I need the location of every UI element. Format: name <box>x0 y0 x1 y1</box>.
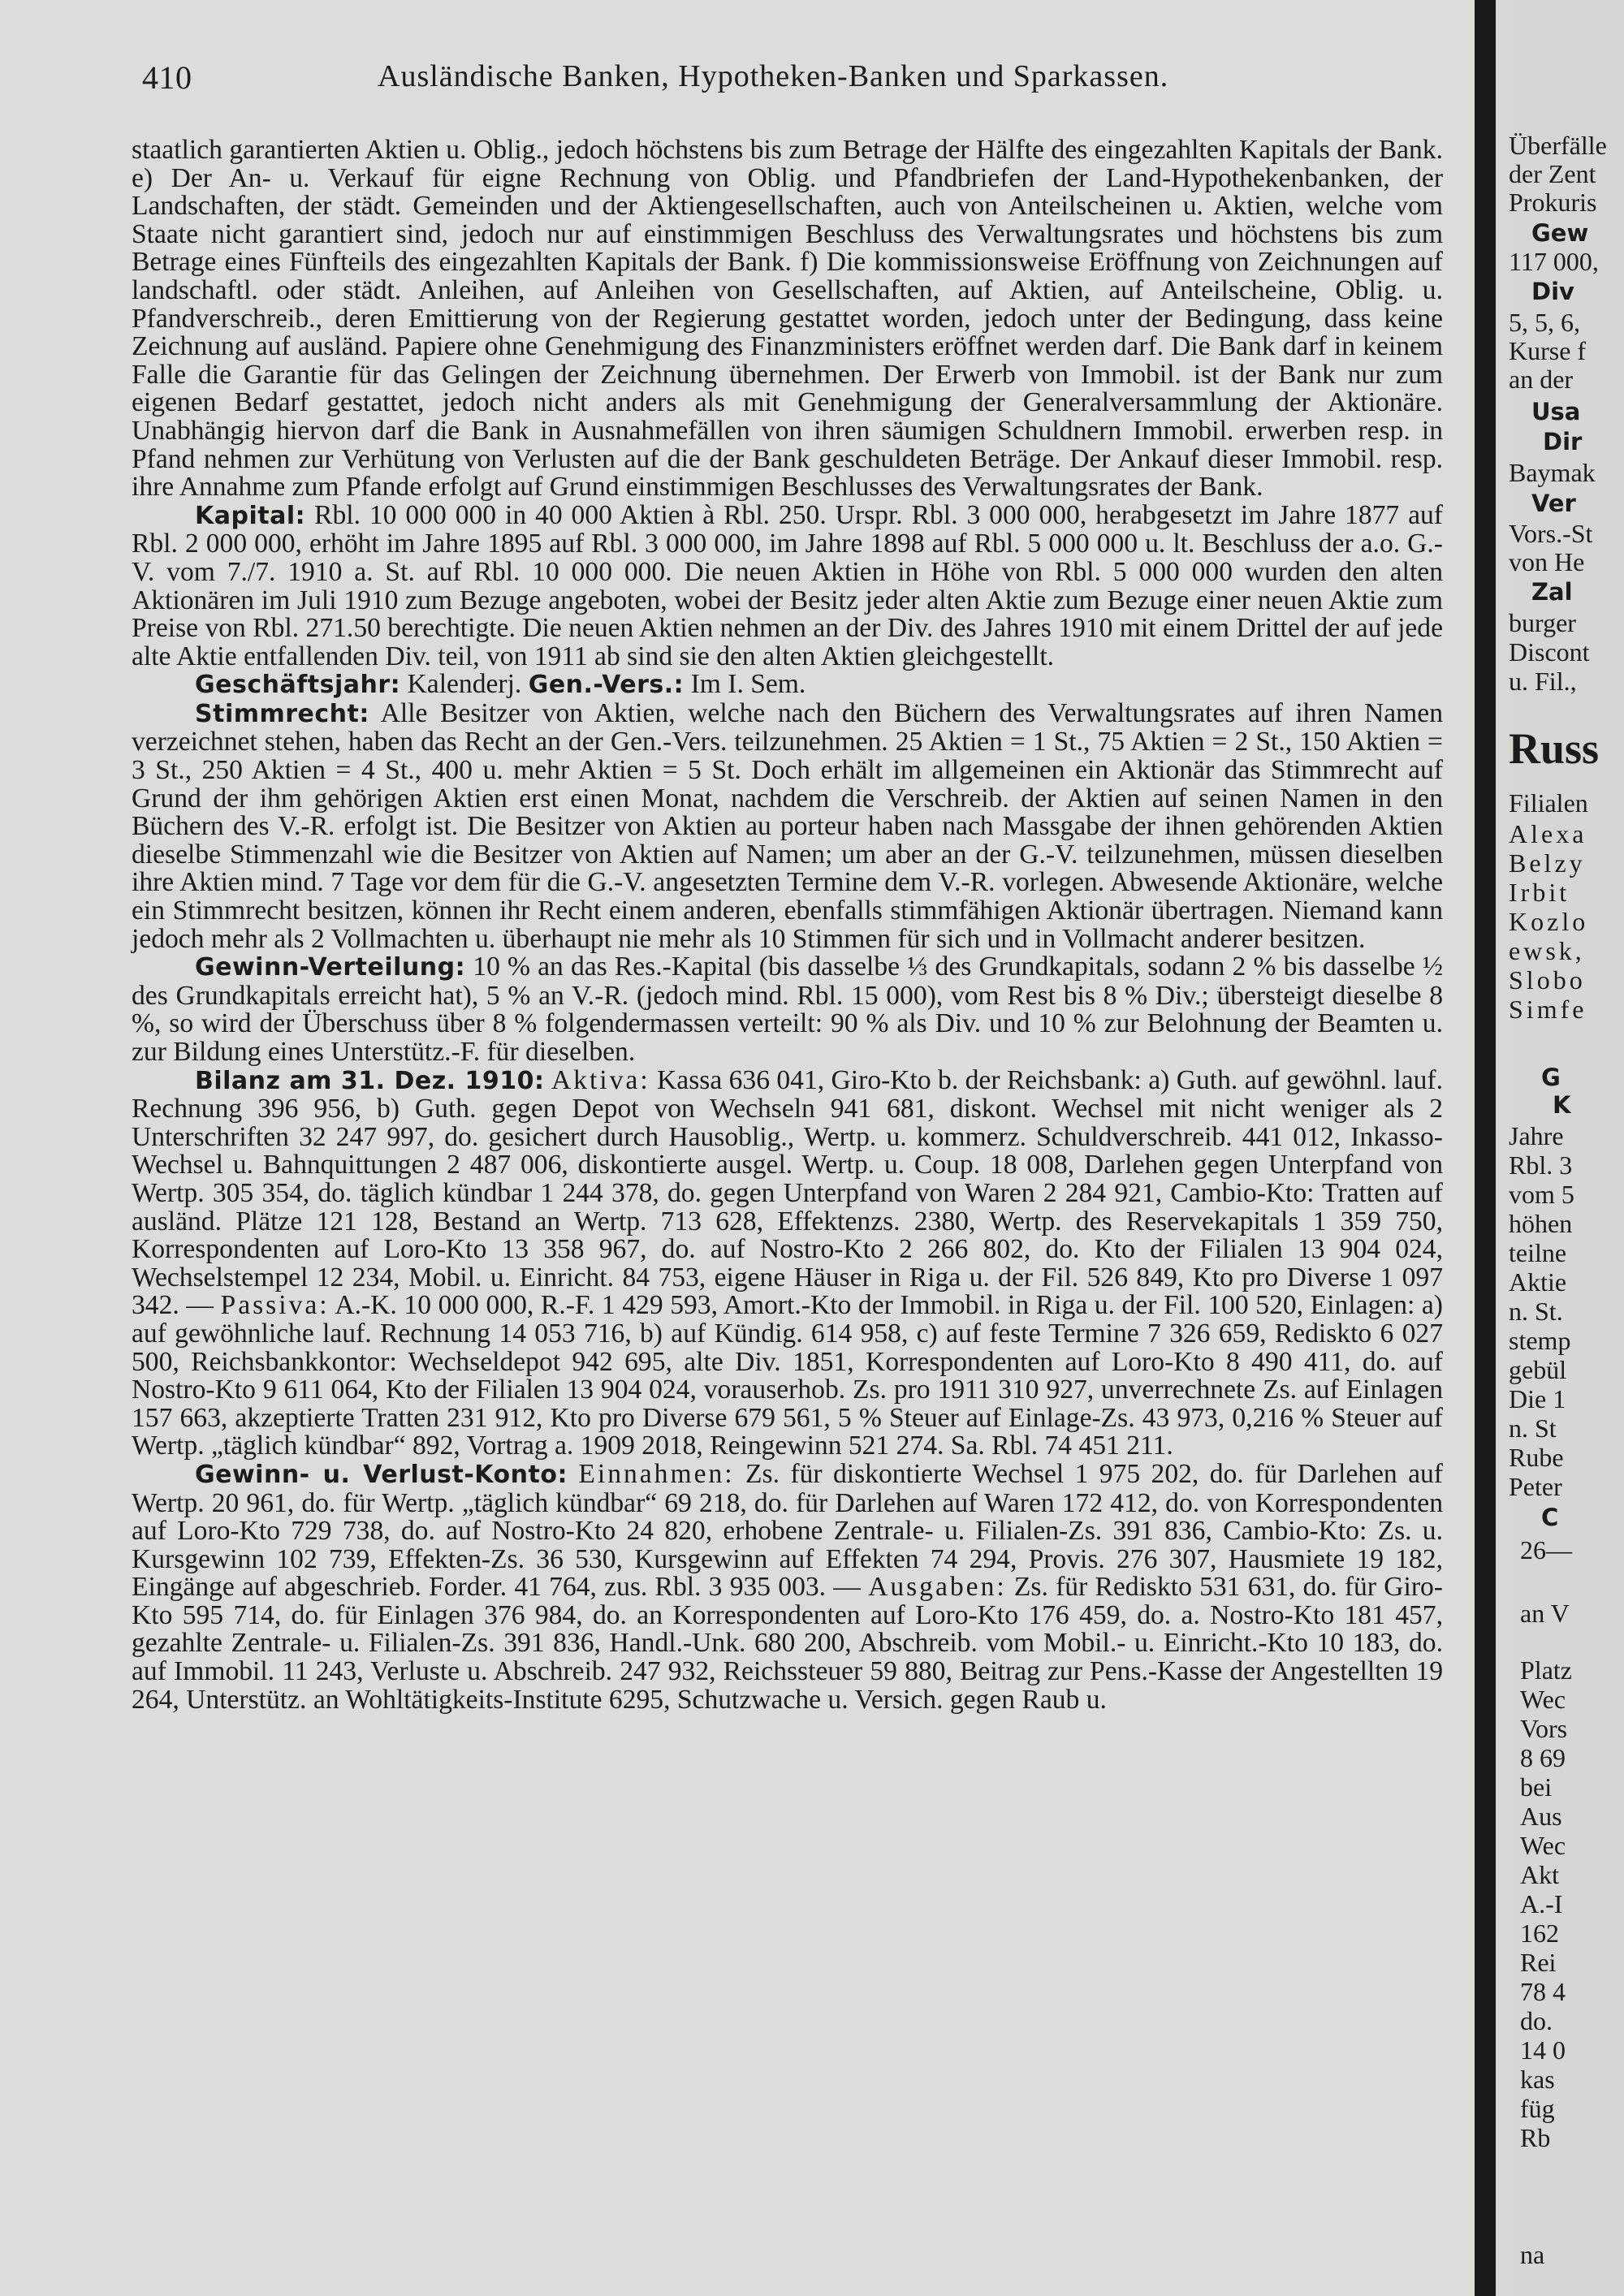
subheading: Aktiva: <box>551 1064 650 1095</box>
fragment-line: K <box>1553 1091 1571 1119</box>
paragraph-text: Kalenderj. <box>400 669 529 700</box>
fragment-line: C <box>1541 1504 1559 1531</box>
section-heading: Geschäftsjahr: <box>195 671 401 700</box>
fragment-line: 26— <box>1520 1535 1572 1564</box>
paragraph-text: staatlich garantierten Aktien u. Oblig., jedoch höchstens bis zum Betrage der Hälfte des eingezahlten Kapitals der Bank. e) Der An- u. Verkauf für eigne Rechnung von Oblig. und Pfandbriefen der Land-Hypothekenbanken, der Landschaften, der städt. Gemeinden und der Aktiengesellschaften, auch von Anteilscheinen u. Aktien, welche vom Staate nicht garantiert sind, jedoch nur auf einstimmigen Beschluss des Verwaltungsrates und höchstens bis zum Betrage eines Fünfteils des eingezahlten Kapitals der Bank. f) Die kommissionsweise Eröffnung von Zeichnungen auf landschaftl. oder städt. Anleihen, auf Anleihen von Gesellschaften, auf Aktien, auf Anteilscheine, Oblig. u. Pfandverschreib., deren Emittierung von der Regierung gestattet worden, jedoch unter der Bedingung, dass keine Zeichnung auf ausländ. Papiere ohne Genehmigung des Finanzministers eröffnet werden darf. Die Bank darf in keinem Falle die Garantie für das Gelingen der Zeichnung übernehmen. Der Erwerb von Immobil. ist der Bank nur zum eigenen Bedarf gestattet, jedoch nicht anders als mit Genehmigung der Generalversammlung der Aktionäre. Unabhängig hiervon darf die Bank in Ausnahmefällen von ihren säumigen Schuldnern Immobil. erwerben resp. in Pfand nehmen zur Verhütung von Verlusten auf die der Bank geschuldeten Beträge. Der Ankauf dieser Immobil. resp. ihre Annahme zum Pfande erfolgt auf Grund einstimmigen Beschlusses des Verwaltungsrates der Bank. <box>132 135 1443 503</box>
fragment-line: Usa <box>1531 398 1581 425</box>
fragment-line: füg <box>1520 2094 1555 2123</box>
paragraph-text: Zs. für diskontierte Wechsel 1 975 202, do. für Darlehen auf Wertp. 20 961, do. für Wertp. „täglich kündbar“ 69 218, do. für Darlehen auf Waren 172 412, do. von Korrespondenten auf Loro-Kto 729 738, do. auf Nostro-Kto 24 820, erhobene Zentrale- u. Filialen-Zs. 391 836, Cambio-Kto: Zs. u. Kursgewinn 102 739, Effekten-Zs. 36 530, Kursgewinn auf Effekten 74 294, Provis. 276 307, Hausmiete 19 182, Eingänge auf abgeschrieb. Forder. 41 764, zus. Rbl. 3 935 003. — <box>132 1458 1443 1603</box>
fragment-line: Die 1 <box>1509 1384 1566 1413</box>
fragment-line: Rbl. 3 <box>1509 1150 1573 1180</box>
fragment-line: Zal <box>1531 578 1573 606</box>
fragment-line: höhen <box>1509 1209 1573 1238</box>
paragraph-text: 10 % an das Res.-Kapital (bis dasselbe ⅓ des Grundkapitals, sodann 2 % bis dasselbe ½ des Grundkapitals erreicht hat), 5 % an V.-R. (jedoch mind. Rbl. 15 000), vom Rest bis 8 % Div.; übersteigt dieselbe 8 %, so wird der Überschuss über 8 % folgendermassen verteilt: 90 % als Div. und 10 % zur Belohnung der Beamten u. zur Bildung eines Unterstütz.-F. für dieselben. <box>132 952 1443 1067</box>
fragment-line: an der <box>1509 365 1574 394</box>
fragment-line: Gew <box>1531 219 1589 247</box>
fragment-line: Prokuris <box>1509 188 1597 217</box>
fragment-line: stemp <box>1509 1326 1571 1355</box>
fragment-line: na <box>1520 2240 1545 2269</box>
fragment-line: Wec <box>1520 1831 1566 1860</box>
fragment-line: bei <box>1520 1772 1553 1802</box>
fragment-line: Baymak <box>1509 458 1596 487</box>
section-heading: Kapital: <box>195 501 306 530</box>
paragraph-text: Zs. für Rediskto 531 631, do. für Giro-Kto 595 714, do. für Einlagen 376 984, do. an Korrespondenten auf Loro-Kto 176 459, do. a. Nostro-Kto 181 457, gezahlte Zentrale- u. Filialen-Zs. 391 836, Handl.-Unk. 680 200, Abschreib. vom Mobil.- u. Einricht.-Kto 10 183, do. auf Immobil. 11 243, Verluste u. Abschreib. 247 932, Reichssteuer 59 880, Beitrag zur Pens.-Kasse der Angestellten 19 264, Unterstütz. an Wohltätigkeits-Institute 6295, Schutzwache u. Versich. gegen Raub u. <box>132 1572 1443 1715</box>
fragment-line: Rei <box>1520 1948 1557 1977</box>
subheading: Einnahmen: <box>578 1458 735 1489</box>
fragment-line: vom 5 <box>1509 1180 1574 1209</box>
fragment-line: Simfe <box>1509 995 1587 1024</box>
fragment-line: 117 000, <box>1509 247 1599 276</box>
paragraph-text: Rbl. 10 000 000 in 40 000 Aktien à Rbl. 250. Urspr. Rbl. 3 000 000, herabgesetzt im Jahre 1877 auf Rbl. 2 000 000, erhöht im Jahre 1895 auf Rbl. 3 000 000, im Jahre 1898 auf Rbl. 5 000 000 u. lt. Beschluss der a.o. G.-V. vom 7./7. 1910 a. St. auf Rbl. 10 000 000. Die neuen Aktien in Höhe von Rbl. 5 000 000 wurden den alten Aktionären im Juli 1910 zum Bezuge angeboten, wobei der Besitz jeder alten Aktie zum Bezuge einer neuen Aktie zum Preise von Rbl. 271.50 berechtigte. Die neuen Aktien nehmen an der Div. des Jahres 1910 mit einem Drittel der auf jede alte Aktie entfallenden Div. teil, von 1911 ab sind sie den alten Aktien gleichgestellt. <box>132 499 1443 671</box>
fragment-line: G <box>1541 1064 1561 1091</box>
paragraph-text: A.-K. 10 000 000, R.-F. 1 429 593, Amort.-Kto der Immobil. in Riga u. der Fil. 100 520, Einlagen: a) auf gewöhnliche lauf. Rechnung 14 053 716, b) auf Kündig. 614 958, c) auf feste Termine 7 326 659, Rediskto 6 027 500, Reichsbankkontor: Wechseldepot 942 695, alte Div. 1851, Korrespondenten auf Loro-Kto 8 490 411, do. auf Nostro-Kto 9 611 064, Kto der Filialen 13 904 024, vorauserhob. Zs. pro 1911 310 927, unverrechnete Zs. auf Einlagen 157 663, akzeptierte Tratten 231 912, Kto pro Diverse 679 561, 5 % Steuer auf Einlage-Zs. 43 973, 0,216 % Steuer auf Wertp. „täglich kündbar“ 892, Vortrag a. 1909 2018, Reingewinn 521 274. Sa. Rbl. 74 451 211. <box>132 1290 1443 1461</box>
column-divider <box>1475 0 1496 2296</box>
paragraph-text: Kassa 636 041, Giro-Kto b. der Reichsbank: a) Guth. auf gewöhnl. lauf. Rechnung 396 956, b) Guth. gegen Depot von Wechseln 941 681, diskont. Wechsel mit nicht weniger als 2 Unterschriften 32 247 997, do. gesichert durch Hausoblig., Wertp. u. kommerz. Schuldverschreib. 441 012, Inkasso-Wechsel u. Bahnquittungen 2 487 006, diskontierte ausgel. Wertp. u. Coup. 18 008, Darlehen gegen Unterpfand von Wertp. 305 354, do. täglich kündbar 1 244 378, do. gegen Unterpfand von Waren 2 284 921, Cambio-Kto: Tratten auf ausländ. Plätze 121 128, Bestand an Wertp. 713 628, Effektenzs. 2380, Wertp. des Reservekapitals 1 359 750, Korrespondenten auf Loro-Kto 13 358 967, do. auf Nostro-Kto 2 266 802, do. Kto der Filialen 13 904 024, Wechselstempel 12 234, Mobil. u. Einricht. 84 753, eigene Häuser in Riga u. der Fil. 526 849, Kto pro Diverse 1 097 342. — <box>132 1064 1443 1321</box>
fragment-line: Div <box>1531 278 1574 305</box>
fragment-line: Kozlo <box>1509 907 1589 936</box>
fragment-line: der Zent <box>1509 159 1596 188</box>
fragment-line: Vors.-St <box>1509 519 1593 548</box>
fragment-line: Aktie <box>1509 1267 1567 1297</box>
subheading: Passiva: <box>220 1290 330 1321</box>
adjacent-page-fragment <box>1509 0 1624 2296</box>
fragment-line: 78 4 <box>1520 1977 1566 2006</box>
fragment-line: n. St <box>1509 1413 1557 1443</box>
main-text-column <box>132 136 1443 1714</box>
fragment-line: 162 <box>1520 1918 1559 1948</box>
fragment-line: Jahre <box>1509 1121 1564 1150</box>
fragment-line: Wec <box>1520 1685 1566 1714</box>
fragment-line: Akt <box>1520 1860 1559 1889</box>
fragment-line: Überfälle <box>1509 131 1607 160</box>
fragment-line: Peter <box>1509 1472 1562 1501</box>
page-header <box>142 58 1433 107</box>
section-heading: Stimmrecht: <box>195 699 369 728</box>
fragment-line: Irbit <box>1509 878 1570 907</box>
fragment-line: u. Fil., <box>1509 667 1577 696</box>
fragment-line: kas <box>1520 2065 1555 2094</box>
fragment-line: gebül <box>1509 1355 1567 1384</box>
fragment-line: do. <box>1520 2006 1553 2035</box>
fragment-line: 14 0 <box>1520 2035 1566 2065</box>
fragment-line: Aus <box>1520 1802 1562 1831</box>
section-heading: Bilanz am 31. Dez. 1910: <box>195 1066 545 1095</box>
paragraph-voting-rights <box>132 697 1443 954</box>
fragment-line: 5, 5, 6, <box>1509 308 1580 337</box>
fragment-line: Vors <box>1520 1714 1568 1743</box>
fragment-line: Discont <box>1509 637 1590 667</box>
fragment-line: Rube <box>1509 1443 1564 1472</box>
section-heading: Gewinn- u. Verlust-Konto: <box>195 1460 568 1489</box>
fragment-line: an V <box>1520 1599 1570 1628</box>
fragment-line: Alexa <box>1509 819 1587 848</box>
fragment-line: Rb <box>1520 2123 1551 2152</box>
fragment-line: teilne <box>1509 1238 1567 1267</box>
fragment-line: ewsk, <box>1509 936 1585 965</box>
paragraph-profit-distribution <box>132 953 1443 1066</box>
paragraph-fiscal-year <box>132 671 1443 700</box>
section-heading: Gewinn-Verteilung: <box>195 953 466 982</box>
section-heading: Gen.-Vers.: <box>528 671 685 700</box>
fragment-line: Platz <box>1520 1655 1572 1685</box>
fragment-line: 8 69 <box>1520 1743 1566 1772</box>
paragraph-business-scope <box>132 136 1443 502</box>
fragment-line: Kurse f <box>1509 336 1587 365</box>
paragraph-profit-loss <box>132 1458 1443 1715</box>
paragraph-capital <box>132 499 1443 671</box>
fragment-line: n. St. <box>1509 1297 1563 1326</box>
fragment-line: Filialen <box>1509 788 1588 818</box>
fragment-line: Belzy <box>1509 848 1586 878</box>
paragraph-text: Alle Besitzer von Aktien, welche nach den Büchern des Verwaltungsrates auf ihren Namen verzeichnet stehen, haben das Recht an der Gen.-Vers. teilzunehmen. 25 Aktien = 1 St., 75 Aktien = 2 St., 150 Aktien = 3 St., 250 Aktien = 4 St., 400 u. mehr Aktien = 5 St. Doch erhält im allgemeinen ein Aktionär das Stimmrecht auf Grund der ihm gehörigen Aktien erst einen Monat, nachdem die Verschreib. der Aktien auf seinen Namen in den Büchern des V.-R. erfolgt ist. Die Besitzer von Aktien au porteur haben nach Massgabe der ihnen gehörenden Aktien dieselbe Stimmenzahl wie die Besitzer von Aktien auf Namen; um aber an der G.-V. teilzunehmen, müssen dieselben ihre Aktien mind. 7 Tage vor dem für die G.-V. angesetzten Termine dem V.-R. vorlegen. Abwesende Aktionäre, welche ein Stimmrecht besitzen, können ihr Recht einem anderen, ebenfalls stimmfähigen Aktionär übertragen. Niemand kann jedoch mehr als 2 Vollmachten u. überhaupt nie mehr als 10 Stimmen für sich und in Vollmacht anderer besitzen. <box>132 697 1443 954</box>
fragment-line: Dir <box>1543 428 1583 455</box>
running-title: Ausländische Banken, Hypotheken-Banken und Sparkassen. <box>378 59 1169 93</box>
fragment-line: von He <box>1509 547 1585 576</box>
fragment-line: burger <box>1509 608 1576 637</box>
fragment-line: Russ <box>1509 724 1600 773</box>
fragment-line: Ver <box>1531 490 1576 517</box>
fragment-line: A.-I <box>1520 1889 1563 1918</box>
fragment-line: Slobo <box>1509 965 1586 995</box>
page-number: 410 <box>142 59 192 96</box>
paragraph-balance-sheet <box>132 1064 1443 1461</box>
paragraph-text: Im I. Sem. <box>684 669 806 700</box>
subheading: Ausgaben: <box>868 1572 1007 1603</box>
